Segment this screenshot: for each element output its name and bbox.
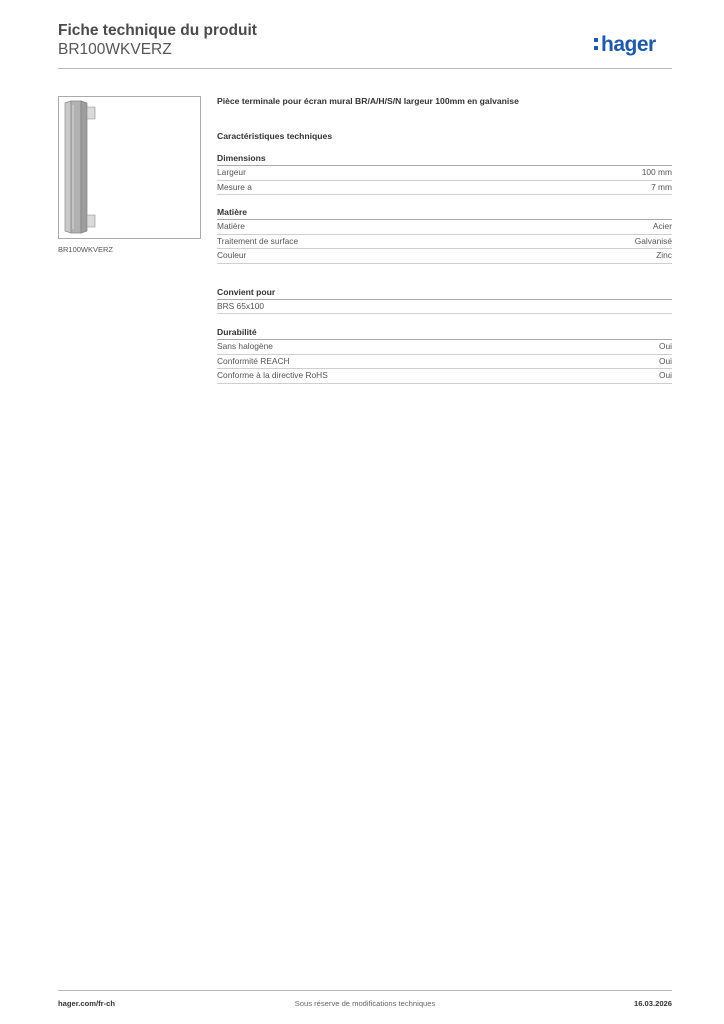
spec-row (217, 220, 672, 235)
spec-label: Traitement de surface (217, 235, 299, 246)
spec-value: Galvanisé (634, 235, 672, 246)
image-caption: BR100WKVERZ (58, 245, 114, 254)
product-code: BR100WKVERZ (58, 41, 172, 58)
spec-row (217, 355, 672, 370)
group-title: Matière (217, 207, 672, 220)
spec-value: Oui (658, 341, 672, 351)
group-dimensions (217, 153, 672, 195)
spec-value: Acier (652, 221, 672, 231)
spec-label: Mesure a (217, 181, 252, 192)
spec-value: Oui (658, 355, 672, 366)
spec-label: Matière (217, 221, 245, 231)
spec-label: Couleur (217, 250, 247, 260)
spec-row (217, 340, 672, 355)
logo-text: hager (601, 33, 656, 56)
spec-label: BRS 65x100 (217, 300, 265, 311)
group-convient-pour (217, 287, 672, 315)
technical-characteristics-title: Caractéristiques techniques (217, 131, 333, 141)
spec-value: Zinc (656, 250, 672, 260)
spec-value: 100 mm (641, 167, 672, 177)
spec-row (217, 300, 672, 315)
header-divider (58, 68, 672, 69)
product-image-frame (58, 96, 201, 239)
spec-label: Conforme à la directive RoHS (217, 370, 328, 380)
spec-row (217, 249, 672, 264)
product-description: Pièce terminale pour écran mural BR/A/H/S/N largeur 100mm en galvanise (217, 96, 519, 106)
hager-logo (592, 29, 672, 57)
footer-divider (58, 990, 672, 991)
product-content (217, 96, 672, 384)
spec-value: Oui (658, 370, 672, 380)
spec-row (217, 235, 672, 250)
page-header (58, 22, 672, 59)
spec-label: Conformité REACH (217, 355, 290, 366)
spec-row (217, 181, 672, 196)
page-title: Fiche technique du produit (58, 22, 257, 39)
product-image (59, 97, 200, 238)
footer-website-link[interactable]: hager.com/fr-ch (58, 999, 115, 1008)
spec-value: 7 mm (651, 181, 672, 192)
group-durabilite (217, 327, 672, 384)
group-title: Convient pour (217, 287, 672, 300)
group-title: Durabilité (217, 327, 672, 340)
spec-row (217, 369, 672, 384)
group-matiere (217, 207, 672, 264)
spec-label: Largeur (217, 167, 246, 177)
footer-notice: Sous réserve de modifications techniques (294, 999, 436, 1008)
spec-row (217, 166, 672, 181)
group-title: Dimensions (217, 153, 672, 166)
spec-label: Sans halogène (217, 341, 273, 351)
footer-date: 16.03.2026 (633, 999, 672, 1008)
